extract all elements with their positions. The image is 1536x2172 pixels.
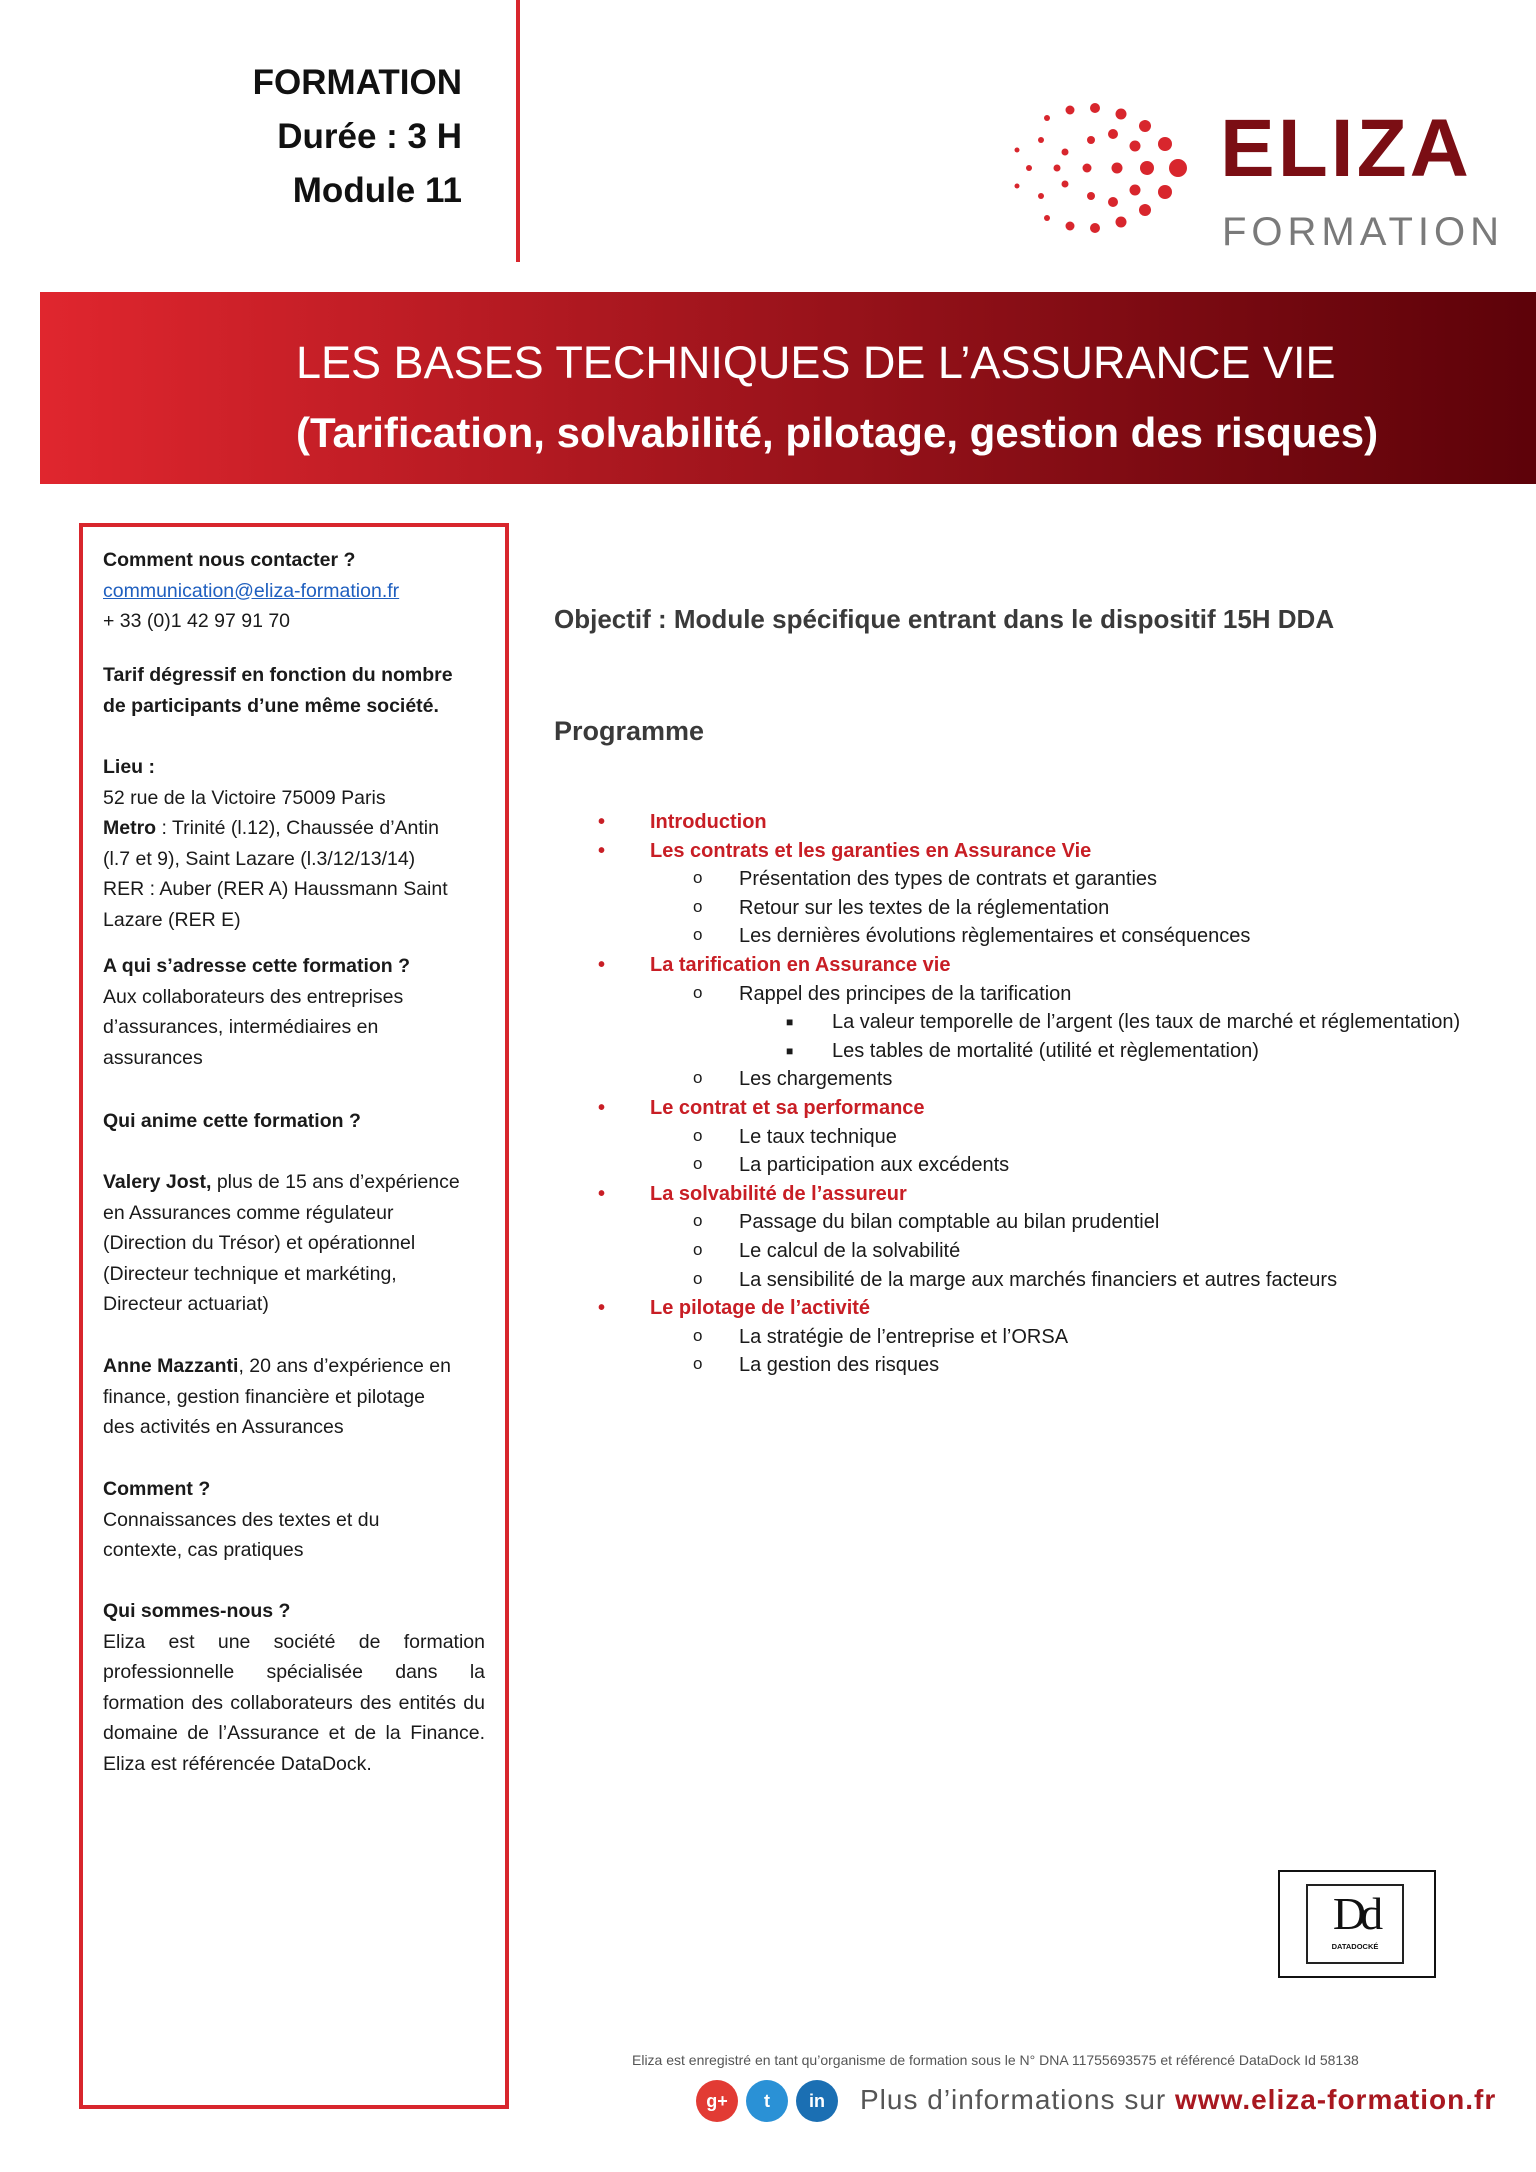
method-section: [103, 1474, 485, 1566]
trainers-heading: Qui anime cette formation ?: [103, 1110, 361, 1132]
programme-subitem: o La gestion des risques: [590, 1351, 1490, 1380]
square-bullet-icon: ■: [786, 1043, 794, 1058]
pricing-line-1: Tarif dégressif en fonction du nombre: [103, 664, 453, 686]
programme-list: [590, 808, 1490, 1380]
contact-heading: Comment nous contacter ?: [103, 549, 356, 571]
programme-item: • La tarification en Assurance vie: [590, 951, 1490, 980]
bullet-icon: •: [598, 811, 606, 833]
programme-heading: Programme: [554, 716, 705, 746]
location-section: [103, 752, 485, 935]
programme-item: • Introduction: [590, 808, 1490, 837]
bullet-icon: •: [598, 1182, 606, 1205]
bullet-icon: •: [598, 839, 606, 862]
square-bullet-icon: ■: [786, 1015, 794, 1030]
audience-line: assurances: [103, 1046, 203, 1069]
programme-subitem: o Le taux technique: [590, 1123, 1490, 1152]
course-title: LES BASES TECHNIQUES DE L’ASSURANCE VIE: [296, 337, 1336, 388]
contact-phone: + 33 (0)1 42 97 91 70: [103, 610, 291, 632]
google-plus-icon[interactable]: g+: [696, 2080, 738, 2122]
circle-bullet-icon: o: [693, 1268, 703, 1288]
audience-line: d’assurances, intermédiaires en: [103, 1016, 379, 1038]
programme-item: • Les contrats et les garanties en Assurance Vie: [590, 837, 1490, 866]
bullet-icon: •: [598, 1096, 606, 1119]
metro-label: Metro: [103, 817, 157, 839]
location-rer-2: Lazare (RER E): [103, 908, 241, 931]
trainer-name: Valery Jost,: [103, 1171, 212, 1193]
header-duration: Durée : 3 H: [277, 117, 462, 156]
circle-bullet-icon: o: [693, 1211, 703, 1231]
bullet-icon: •: [598, 953, 606, 976]
programme-subitem: o Rappel des principes de la tarification: [590, 980, 1490, 1009]
pricing-note: [103, 660, 485, 721]
contact-section: [103, 545, 485, 637]
logo-wordmark: ELIZA: [1220, 103, 1472, 194]
programme-subitem: o Présentation des types de contrats et garanties: [590, 865, 1490, 894]
trainer-valery-jost: Valery Jost, plus de 15 ans d’expérience en Assurances comme régulateur (Direction du Trésor) et opérationnel (Directeur technique et markéting, Directeur actuariat): [103, 1167, 485, 1320]
circle-bullet-icon: o: [693, 1154, 703, 1174]
about-section: [103, 1596, 485, 1779]
location-metro: Metro : Trinité (l.12), Chaussée d’Antin: [103, 817, 439, 839]
programme-subsubitem: ■ Les tables de mortalité (utilité et règlementation): [590, 1037, 1490, 1066]
about-text: Eliza est une société de formation professionnelle spécialisée dans la formation des collaborateurs des entités du domaine de l’Assurance et de la Finance. Eliza est référencée DataDock.: [103, 1630, 485, 1775]
location-metro-2: (l.7 et 9), Saint Lazare (l.3/12/13/14): [103, 847, 416, 870]
header-divider: [516, 0, 520, 262]
programme-subitem: o Passage du bilan comptable au bilan prudentiel: [590, 1208, 1490, 1237]
website-link[interactable]: www.eliza-formation.fr: [1175, 2084, 1497, 2115]
circle-bullet-icon: o: [693, 1125, 703, 1145]
objective: Objectif : Module spécifique entrant dans le dispositif 15H DDA: [554, 604, 1335, 634]
audience-line: Aux collaborateurs des entreprises: [103, 985, 404, 1008]
trainer-bio-line: des activités en Assurances: [103, 1416, 344, 1438]
pricing-line-2: de participants d’une même société.: [103, 694, 439, 717]
course-subtitle: (Tarification, solvabilité, pilotage, gestion des risques): [296, 409, 1379, 456]
about-heading: Qui sommes-nous ?: [103, 1600, 291, 1622]
programme-subitem: o La stratégie de l’entreprise et l’ORSA: [590, 1323, 1490, 1352]
programme-item: • La solvabilité de l’assureur: [590, 1180, 1490, 1209]
trainer-bio-line: Directeur actuariat): [103, 1293, 269, 1315]
method-line: contexte, cas pratiques: [103, 1539, 304, 1561]
bullet-icon: •: [598, 1297, 606, 1320]
method-line: Connaissances des textes et du: [103, 1508, 380, 1531]
circle-bullet-icon: o: [693, 1239, 703, 1259]
datadock-caption: DATADOCKÉ: [1331, 1942, 1379, 1951]
logo-subtitle: FORMATION: [1222, 210, 1505, 254]
more-info-line: Plus d’informations sur www.eliza-formation.fr: [860, 2084, 1497, 2115]
header-module: Module 11: [292, 171, 462, 210]
trainer-bio-line: (Direction du Trésor) et opérationnel: [103, 1232, 416, 1254]
trainer-bio-line: (Directeur technique et markéting,: [103, 1262, 397, 1285]
trainers-section: [103, 1106, 485, 1137]
datadock-mark: Dd: [1332, 1888, 1378, 1939]
twitter-icon[interactable]: t: [746, 2080, 788, 2122]
datadock-logo-icon: [1306, 1884, 1404, 1964]
trainer-bio-line: finance, gestion financière et pilotage: [103, 1385, 425, 1408]
location-rer: RER : Auber (RER A) Haussmann Saint: [103, 878, 448, 900]
programme-subitem: o Retour sur les textes de la réglementation: [590, 894, 1490, 923]
programme-subitem: o Les dernières évolutions règlementaires et conséquences: [590, 922, 1490, 951]
audience-heading: A qui s’adresse cette formation ?: [103, 955, 411, 977]
trainer-name: Anne Mazzanti: [103, 1355, 239, 1377]
training-header: [150, 56, 462, 218]
circle-bullet-icon: o: [693, 868, 703, 888]
circle-bullet-icon: o: [693, 896, 703, 916]
programme-subitem: o La sensibilité de la marge aux marchés financiers et autres facteurs: [590, 1266, 1490, 1295]
programme-item: • Le contrat et sa performance: [590, 1094, 1490, 1123]
location-heading: Lieu :: [103, 756, 155, 778]
contact-email-link[interactable]: communication@eliza-formation.fr: [103, 579, 400, 602]
header-formation: FORMATION: [252, 63, 462, 102]
programme-subitem: o La participation aux excédents: [590, 1151, 1490, 1180]
programme-subsubitem: ■ La valeur temporelle de l’argent (les taux de marché et réglementation): [590, 1008, 1490, 1037]
method-heading: Comment ?: [103, 1478, 211, 1500]
programme-subitem: o Le calcul de la solvabilité: [590, 1237, 1490, 1266]
circle-bullet-icon: o: [693, 1354, 703, 1374]
linkedin-icon[interactable]: in: [796, 2080, 838, 2122]
circle-bullet-icon: o: [693, 925, 703, 945]
circle-bullet-icon: o: [693, 982, 703, 1002]
circle-bullet-icon: o: [693, 1068, 703, 1088]
registration-note: Eliza est enregistré en tant qu’organisme de formation sous le N° DNA 11755693575 et référencé DataDock Id 58138: [632, 2052, 1359, 2068]
location-address: 52 rue de la Victoire 75009 Paris: [103, 786, 386, 809]
circle-bullet-icon: o: [693, 1325, 703, 1345]
audience-section: [103, 951, 485, 1073]
trainer-bio-line: en Assurances comme régulateur: [103, 1201, 394, 1224]
programme-item: • Le pilotage de l’activité: [590, 1294, 1490, 1323]
trainer-anne-mazzanti: Anne Mazzanti, 20 ans d’expérience en finance, gestion financière et pilotage des activités en Assurances: [103, 1351, 485, 1443]
programme-subitem: o Les chargements: [590, 1065, 1490, 1094]
